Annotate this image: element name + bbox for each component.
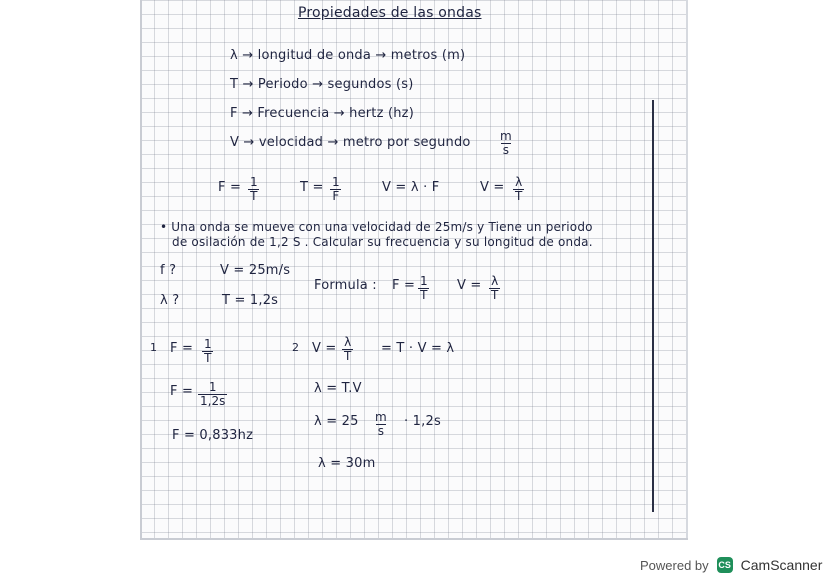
step-2-substitution-rhs: · 1,2s [404,414,441,429]
formula-f-fraction [248,176,260,203]
fraction-denominator: T [204,351,212,365]
formula-t-lhs: T = [300,180,324,195]
velocity-unit-fraction [498,130,514,157]
formula-box-v-lhs: V = [457,278,482,293]
fraction-denominator: s [377,424,384,438]
fraction-denominator: T [491,288,499,302]
formula-box-f-fraction [418,275,430,302]
unit-denominator: s [502,143,509,157]
step-2-rhs: = T · V = λ [381,341,455,356]
camscanner-logo-icon: CS [717,557,733,573]
given-velocity: V = 25m/s [220,263,291,278]
fraction-denominator: T [250,189,258,203]
margin-line [652,100,654,512]
camscanner-watermark [640,555,822,575]
step-2-substitution-lhs: λ = 25 [314,414,359,429]
fraction-denominator: T [420,288,428,302]
fraction-numerator: 1 [420,274,428,288]
step-1-lhs: F = [170,341,194,356]
page-title: Propiedades de las ondas [298,5,482,21]
problem-line-2: de osilación de 1,2 S . Calcular su frecuencia y su longitud de onda. [172,235,593,249]
fraction-numerator: λ [344,335,352,349]
fraction-numerator: λ [515,175,523,189]
page-right-edge [686,0,688,540]
definition-wavelength: λ → longitud de onda → metros (m) [230,48,466,63]
given-f-unknown: f ? [160,263,177,278]
problem-line-1: • Una onda se mueve con una velocidad de 25m/s y Tiene un periodo [160,220,593,234]
step-1-number: 1 [150,341,158,354]
fraction-numerator: m [375,410,387,424]
definition-frequency: F → Frecuencia → hertz (hz) [230,106,414,121]
fraction-numerator: 1 [250,175,258,189]
fraction-denominator: T [515,189,523,203]
step-2-substitution-fraction [373,411,389,438]
page-bottom-edge [140,538,688,540]
step-2-rearranged: λ = T.V [314,381,362,396]
formula-t-fraction [330,176,342,203]
given-lambda-unknown: λ ? [160,293,180,308]
step-2-result: λ = 30m [318,456,376,471]
fraction-numerator: 1 [204,337,212,351]
formula-f-lhs: F = [218,180,242,195]
formula-v-product: V = λ · F [382,180,440,195]
step-1-result: F = 0,833hz [172,428,254,443]
formula-box-label: Formula : [314,278,377,293]
step-2-fraction [342,336,353,363]
formula-v-fraction [513,176,524,203]
fraction-denominator: F [332,189,340,203]
fraction-numerator: 1 [332,175,340,189]
given-period: T = 1,2s [222,293,279,308]
camscanner-name: CamScanner [740,557,823,573]
step-2-lhs: V = [312,341,337,356]
powered-by-text: Powered by [640,557,709,573]
definition-velocity: V → velocidad → metro por segundo [230,135,471,150]
formula-v-lhs: V = [480,180,505,195]
step-2-number: 2 [292,341,300,354]
step-1-substitution-lhs: F = [170,384,194,399]
unit-numerator: m [500,129,512,143]
fraction-numerator: 1 [208,380,217,394]
formula-box-v-fraction [489,275,500,302]
fraction-denominator: 1,2s [200,394,226,408]
fraction-numerator: λ [491,274,499,288]
step-1-substitution-fraction [198,381,227,408]
definition-period: T → Periodo → segundos (s) [230,77,414,92]
page-left-edge [140,0,142,540]
formula-box-f-lhs: F = [392,278,416,293]
fraction-denominator: T [344,349,352,363]
step-1-fraction [202,338,214,365]
